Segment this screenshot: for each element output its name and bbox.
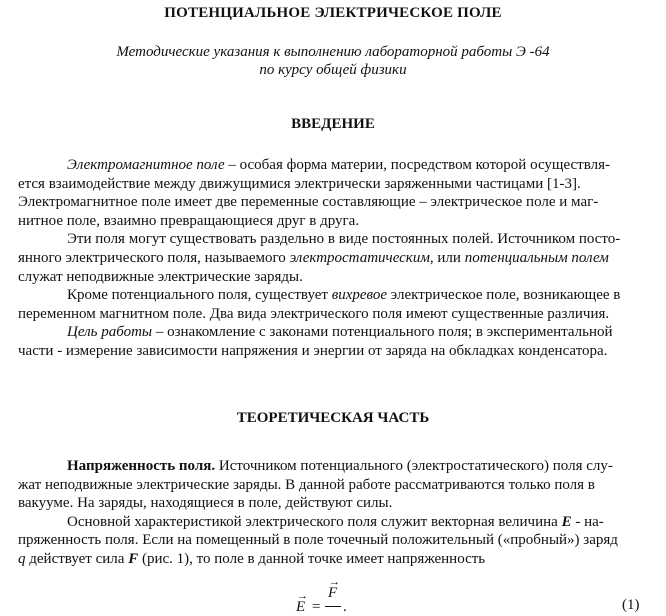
intro-text: электрическое поле, возникающее в [387, 287, 621, 304]
intro-line [18, 176, 581, 193]
vector-arrow-icon: → [329, 576, 340, 588]
theory-text: вакууме. На заряды, находящиеся в поле, действуют силы. [18, 495, 393, 512]
formula-lhs: → E [296, 590, 308, 615]
formula-numerator: → F [328, 576, 340, 601]
intro-text: Цель работы [67, 324, 153, 341]
theory-line [67, 458, 613, 475]
intro-text: части - измерение зависимости напряжения и энергии от заряда на обкладках конденсатора. [18, 343, 608, 359]
intro-text: Электромагнитное поле имеет две переменные составляющие – электрическое поле и маг- [18, 194, 599, 211]
intro-line [18, 194, 598, 211]
intro-text: электростатическим [289, 250, 430, 266]
theory-line [67, 514, 604, 531]
intro-line [67, 287, 620, 304]
intro-text: Электромагнитное поле [67, 157, 225, 173]
intro-text: нитное поле, взаимно превращающиеся друг в друга. [18, 212, 360, 229]
theory-text: пряженность поля. Если на помещенный в поле точечный положительный («пробный») заряд [18, 532, 618, 549]
theory-line [18, 532, 618, 549]
theory-line [18, 551, 485, 568]
intro-line [18, 250, 609, 267]
intro-text: – ознакомление с законами потенциального поля; в экспериментальной [152, 324, 613, 341]
intro-line [67, 231, 620, 248]
intro-text: служат неподвижные электрические заряды. [18, 268, 303, 285]
intro-line [18, 343, 607, 360]
intro-text: ется взаимодействие между движущимися электрически заряженными частицами [1-3]. [18, 175, 581, 192]
formula-equals: = [312, 599, 321, 615]
theory-text: действует сила [25, 551, 129, 567]
fraction-bar [325, 606, 341, 607]
document-title: ПОТЕНЦИАЛЬНОЕ ЭЛЕКТРИЧЕСКОЕ ПОЛЕ [164, 5, 502, 21]
intro-text: переменном магнитном поле. Два вида электрического поля имеют существенные различия. [18, 305, 610, 322]
theory-text: Источником потенциального (электростатического) поля слу- [215, 458, 613, 474]
formula-period: . [343, 599, 347, 615]
intro-heading: ВВЕДЕНИЕ [291, 116, 375, 132]
equation-number: (1) [622, 597, 640, 613]
intro-text: Кроме потенциального поля, существует [67, 287, 332, 304]
theory-text: q [18, 551, 26, 567]
intro-line [67, 157, 610, 174]
intro-text: вихревое [331, 287, 388, 304]
theory-text: Основной характеристикой электрического поля служит векторная величина [67, 513, 562, 530]
theory-text: E [561, 513, 572, 530]
subtitle-line-2: по курсу общей физики [259, 62, 407, 78]
theory-text: F [128, 551, 139, 567]
intro-line [67, 324, 613, 341]
intro-text: , или [429, 250, 465, 266]
theory-text: (рис. 1), то поле в данной точке имеет напряженность [138, 551, 486, 567]
intro-text: – особая форма материи, посредством которой осуществля- [224, 157, 610, 173]
intro-text: Эти поля могут существовать раздельно в виде постоянных полей. Источником посто- [67, 231, 621, 248]
intro-text: потенциальным полем [464, 250, 609, 266]
intro-line [18, 306, 609, 323]
theory-text: Напряженность поля. [67, 458, 216, 474]
theory-text: - на- [571, 513, 604, 530]
theory-line [18, 477, 595, 494]
theory-line [18, 495, 392, 512]
theory-text: жат неподвижные электрические заряды. В данной работе рассматриваются только поля в [18, 476, 595, 493]
vector-arrow-icon: → [297, 590, 308, 602]
intro-line [18, 269, 303, 286]
subtitle-line-1: Методические указания к выполнению лабораторной работы Э -64 [116, 44, 550, 60]
intro-text: янного электрического поля, называемого [18, 250, 290, 266]
theory-heading: ТЕОРЕТИЧЕСКАЯ ЧАСТЬ [236, 410, 430, 426]
intro-line [18, 213, 359, 230]
